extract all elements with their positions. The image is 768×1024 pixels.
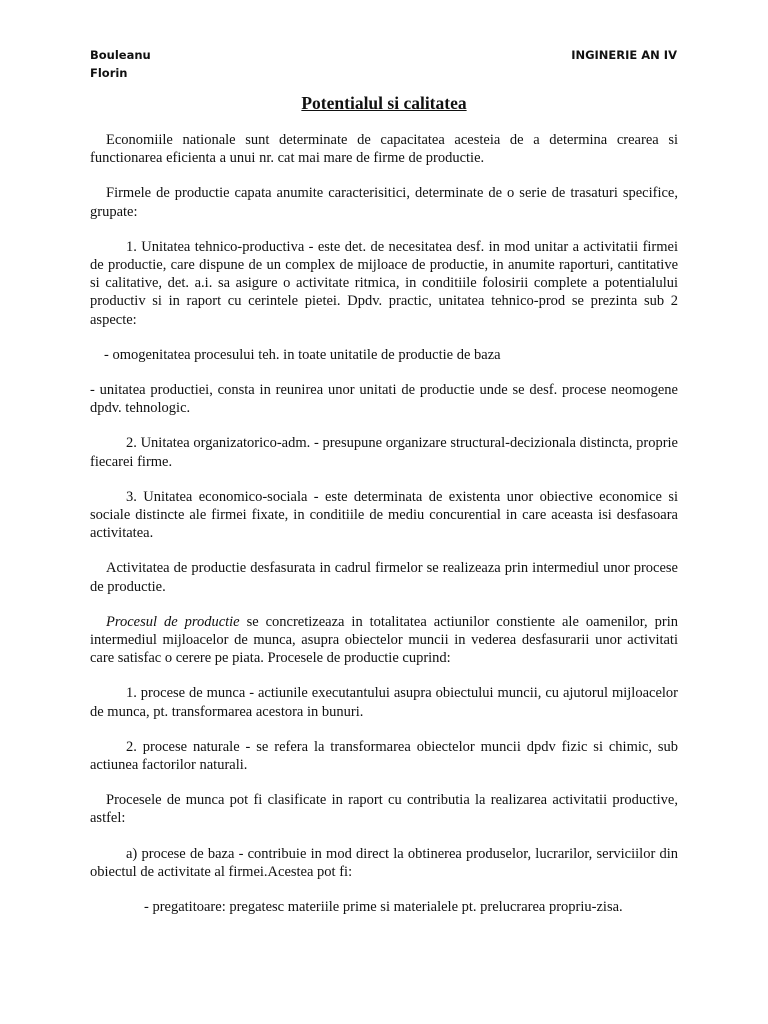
document-title: Potentialul si calitatea: [301, 93, 467, 113]
paragraph-features: Firmele de productie capata anumite caracterisitici, determinate de o serie de trasaturi specifice, grupate:: [90, 185, 678, 220]
paragraph-procese-munca: 1. procese de munca - actiunile executantului asupra obiectului muncii, cu ajutorul mijloacelor de munca, pt. transformarea acestora in bunuri.: [90, 685, 678, 720]
paragraph-intro: Economiile nationale sunt determinate de capacitatea acesteia de a determina crearea si functionarea eficienta a unui nr. cat mai mare de firme de productie.: [90, 132, 678, 167]
author-name: [90, 46, 151, 82]
paragraph-procese-baza: a) procese de baza - contribuie in mod direct la obtinerea produselor, lucrarilor, serviciilor din obiectul de activitate al firmei.Acestea pot fi:: [90, 845, 678, 880]
course-label: INGINERIE AN IV: [571, 48, 677, 62]
paragraph-procese-naturale: 2. procese naturale - se refera la transformarea obiectelor muncii dpdv fizic si chimic, sub actiunea factorilor naturali.: [90, 738, 678, 774]
paragraph-activitatea: Activitatea de productie desfasurata in cadrul firmelor se realizeaza prin intermediul unor procese de productie.: [90, 560, 678, 595]
page-header: [90, 46, 677, 86]
paragraph-bullet-omogenitate: - omogenitatea procesului teh. in toate unitatile de productie de baza: [104, 346, 501, 363]
paragraph-clasificare: Procesele de munca pot fi clasificate in raport cu contributia la realizarea activitatii productive, astfel:: [90, 792, 678, 827]
emphasis-term: Procesul de productie: [106, 613, 240, 630]
paragraph-item-1: 1. Unitatea tehnico-productiva - este det. de necesitatea desf. in mod unitar a activitatii firmei de productie, care dispune de un complex de mijloace de productie, in anumite raporturi, cantitative si calitative, det. a.i. sa asigure o activitate ritmica, in conditiile folosirii complete a potentialului productiv si in raport cu cerintele pietei. Dpdv. practic, unitatea tehnico-prod se prezinta sub 2 aspecte:: [90, 238, 678, 328]
author-firstname: Florin: [90, 66, 128, 80]
document-body: [90, 131, 678, 933]
paragraph-procesul-text: se concretizeaza in totalitatea actiunilor constiente ale oamenilor, prin intermediul mijloacelor de munca, asupra obiectelor muncii in vederea desfasurarii unor activitati care satisfac o cerere pe piata. Procesele de productie cuprind:: [90, 613, 678, 667]
paragraph-item-3: 3. Unitatea economico-sociala - este determinata de existenta unor obiective economice si sociale distincte ale firmei fixate, in conditiile de mediu concurential in care aceasta isi desfasoara activitatea.: [90, 488, 678, 542]
paragraph-bullet-unitatea: - unitatea productiei, consta in reunirea unor unitati de productie unde se desf. procese neomogene dpdv. tehnologic.: [90, 382, 678, 417]
author-surname: Bouleanu: [90, 48, 151, 62]
paragraph-pregatitoare: - pregatitoare: pregatesc materiile prime si materialele pt. prelucrarea propriu-zisa.: [144, 899, 623, 916]
paragraph-item-2: 2. Unitatea organizatorico-adm. - presupune organizare structural-decizionala distincta, proprie fiecarei firme.: [90, 435, 678, 470]
paragraph-procesul: [90, 613, 678, 668]
